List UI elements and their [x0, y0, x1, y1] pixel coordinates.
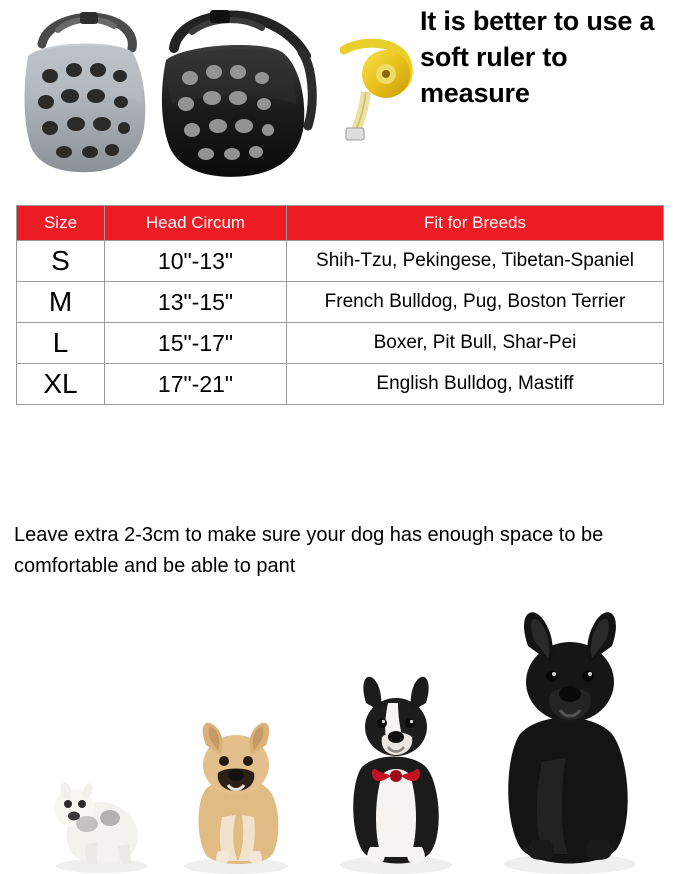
table-row: [17, 364, 664, 405]
table-row: [17, 282, 664, 323]
cell-size: L: [17, 323, 105, 364]
cell-circum: 15"-17": [105, 323, 287, 364]
black-white-boston-terrier-with-bowtie-photo: [326, 659, 466, 874]
tape-measure-photo: [340, 36, 418, 144]
cell-circum: 17"-21": [105, 364, 287, 405]
tape-measure-icon: [340, 36, 418, 144]
measurement-note: Leave extra 2-3cm to make sure your dog has enough space to be comfortable and be able to pant: [14, 524, 604, 577]
header-fit-for-breeds: Fit for Breeds: [287, 206, 664, 241]
header-size: Size: [17, 206, 105, 241]
cell-breeds: Boxer, Pit Bull, Shar-Pei: [287, 323, 664, 364]
cell-size: M: [17, 282, 105, 323]
size-table: [16, 205, 664, 405]
cell-size: XL: [17, 364, 105, 405]
cell-breeds: French Bulldog, Pug, Boston Terrier: [287, 282, 664, 323]
table-row: [17, 241, 664, 282]
white-french-bulldog-photo: [40, 744, 158, 874]
black-french-bulldog-photo: [486, 602, 651, 874]
grey-muzzle: [25, 12, 146, 172]
dog-photos-row: [0, 588, 679, 874]
cell-size: S: [17, 241, 105, 282]
table-row: [17, 323, 664, 364]
black-muzzle: [162, 10, 312, 177]
muzzle-illustrations: [6, 4, 336, 194]
muzzle-product-photos: [6, 4, 336, 194]
header-head-circum: Head Circum: [105, 206, 287, 241]
top-section: [0, 0, 679, 198]
headline-text: It is better to use a soft ruler to measure: [420, 6, 655, 108]
cell-breeds: Shih-Tzu, Pekingese, Tibetan-Spaniel: [287, 241, 664, 282]
cell-circum: 10"-13": [105, 241, 287, 282]
cell-breeds: English Bulldog, Mastiff: [287, 364, 664, 405]
table-header-row: [17, 206, 664, 241]
fawn-french-bulldog-photo: [170, 709, 300, 874]
size-table-container: [16, 205, 664, 405]
cell-circum: 13"-15": [105, 282, 287, 323]
